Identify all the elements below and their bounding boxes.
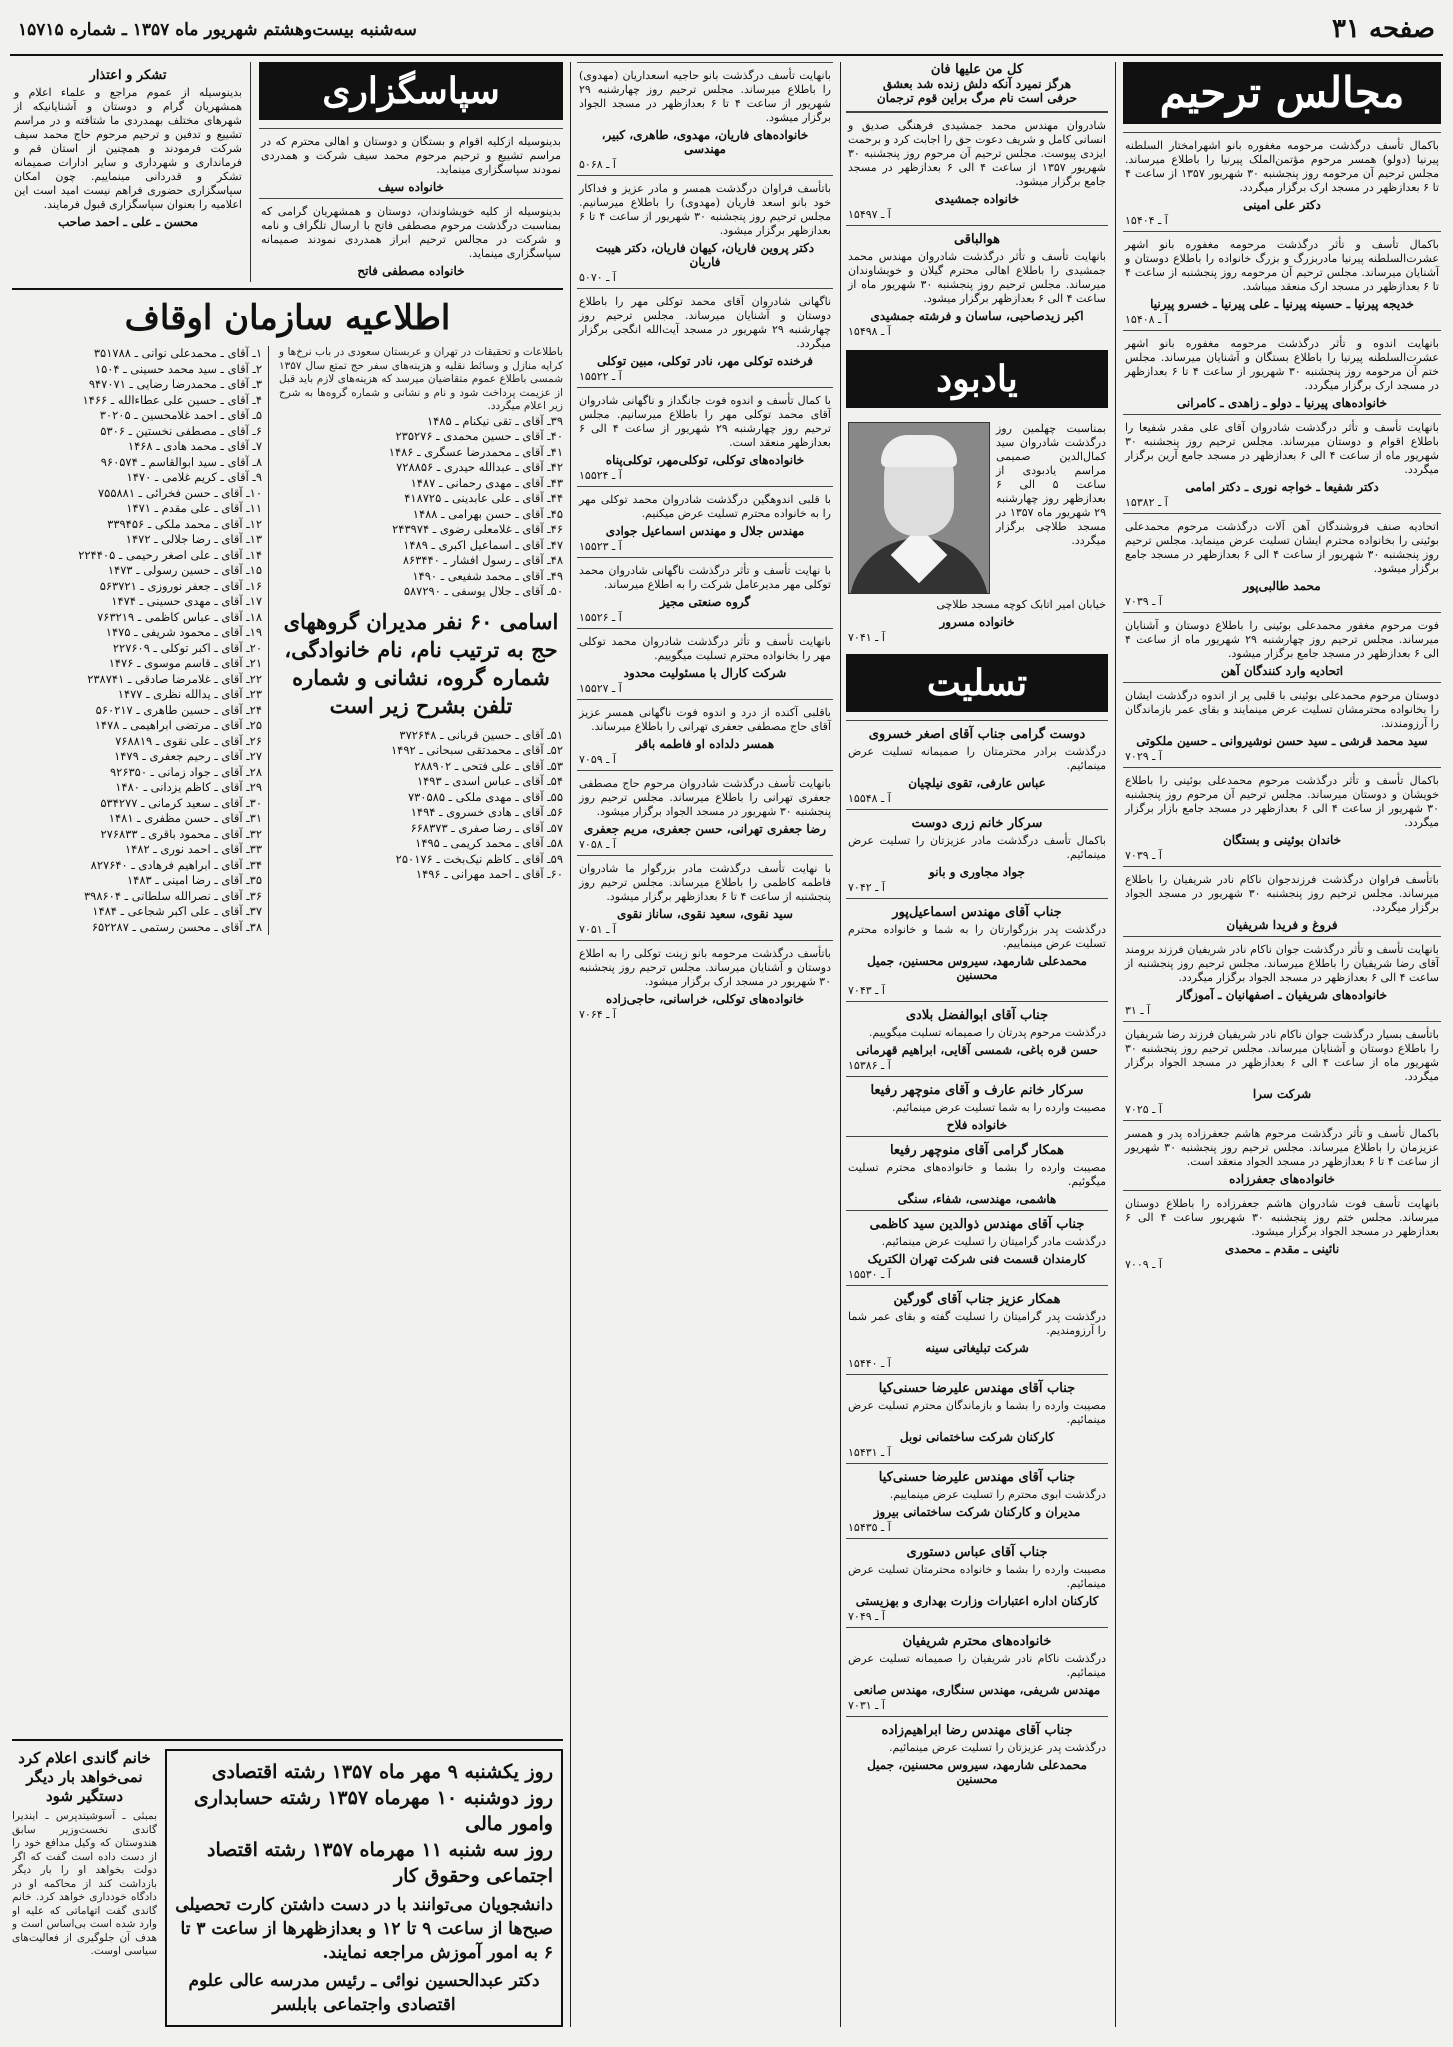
notice-signature: شرکت سرا	[1252, 1087, 1312, 1101]
thanks-title: تشکر و اعتذار	[89, 68, 167, 83]
exam-line: روز سه شنبه ۱۱ مهرماه ۱۳۵۷ رشته اقتصاد	[207, 1839, 553, 1861]
memorial-notice	[1123, 866, 1441, 936]
ad-code: آ ـ ۷۰۴۹	[848, 1610, 885, 1623]
ad-code: آ ـ ۷۰۲۹	[1125, 750, 1162, 763]
obituary-notice	[577, 288, 833, 387]
notice-title: جناب آقای مهندس ذوالدین سید کاظمی	[869, 1217, 1085, 1232]
hajj-group-entry: ۴ـ آقای ـ حسین علی عطاءالله ـ ۱۴۶۶	[82, 392, 262, 407]
notice-signature: شرکت کارال با مسئولیت محدود	[623, 666, 787, 680]
thanks-body: بدینوسیله از عموم مراجع و علماء اعلام و همشهریان گرام و دوستان و آشنایانیکه از شهرهای مختلف بهمدردی ما شتافته و در مراسم تشییع و تدفین و ترحیم مرحوم حاج محمد سیف شرکت فرمودند و همچنین از استان قم و فرمانداری و شهرداری و سایر ادارات صمیمانه تشکر و قدردانی مینماییم. چون امکان سپاسگزاری حضوری فراهم نیست امید است این اعلامیه را بعنوان سپاسگزاری قبول فرمایند.	[14, 86, 242, 211]
hajj-group-entry: ۲۳ـ آقای ـ یدالله نظری ـ ۱۴۷۷	[117, 687, 262, 701]
hajj-group-entry: ۵۹ـ آقای ـ کاظم نیک‌بخت ـ ۲۵۰۱۷۶	[395, 851, 563, 866]
notice-body: باقلبی آکنده از درد و اندوه فوت ناگهانی همسر عزیز آقای حاج مصطفی جعفری تهرانی را باطلاع میرساند.	[579, 706, 831, 733]
hajj-group-entry: ۳۹ـ آقای ـ تقی نیکنام ـ ۱۴۸۵	[426, 413, 563, 428]
poem-title: کل من علیها فان	[930, 62, 1024, 77]
notice-body: مصیبت وارده را بشما و بازماندگان محترم تسلیت عرض مینمائیم.	[848, 1399, 1106, 1426]
hajj-group-entry: ۱۳ـ آقای ـ رضا جلالی ـ ۱۴۷۲	[125, 532, 262, 546]
notice-body: باکمال تأسف و تأثر درگذشت مرحومه مغفوره بانو اشهر عشرت‌السلطنه پیرنیا مادربزرگ و بزرگ خانواده را باطلاع دوستان و آشنایان میرساند. مجلس ترحیم آن مرحومه روز پنجشنبه از ساعت ۴ تا ۶ بعدازظهر در مسجد ارک منعقد میباشد.	[1125, 238, 1439, 293]
hajj-group-entry: ۵۶ـ آقای ـ هادی خسروی ـ ۱۴۹۴	[410, 805, 563, 819]
condolence-notice	[846, 720, 1108, 809]
condolence-notice	[846, 1463, 1108, 1538]
ad-code: آ ـ ۷۰۳۹	[1125, 595, 1162, 608]
hajj-group-entry: ۵۲ـ آقای ـ محمدتقی سبحانی ـ ۱۴۹۲	[390, 743, 563, 757]
gratitude-banner: سپاسگزاری	[259, 62, 563, 120]
obituary-notice	[577, 699, 833, 770]
hajj-group-entry: ۱۸ـ آقای ـ عباس کاظمی ـ ۷۶۳۲۱۹	[97, 609, 262, 624]
memorial-notice	[1123, 1120, 1441, 1190]
obituary-notice	[577, 175, 833, 288]
notice-title: سرکار خانم عارف و آقای منوچهر رفیعا	[870, 1083, 1084, 1098]
ad-code: آ ـ ۱۵۵۴۸	[848, 792, 891, 805]
notice-body: درگذشت پدر گرامیتان را تسلیت گفته و بقای عمر شما را آرزومندیم.	[848, 1310, 1106, 1337]
thanks-notice	[12, 62, 244, 233]
hajj-group-entry: ۵۵ـ آقای ـ مهدی ملکی ـ ۷۳۰۵۸۵	[407, 789, 563, 804]
hajj-group-entry: ۱ـ آقای ـ محمدعلی نوانی ـ ۳۵۱۷۸۸	[93, 346, 262, 360]
notice-signature: کارکنان شرکت ساختمانی نوبل	[899, 1430, 1055, 1444]
notice-signature: خانواده‌های توکلی، توکلی‌مهر، توکلی‌پناه	[605, 453, 805, 467]
notice-title: هوالباقی	[953, 232, 1001, 247]
hajj-group-entry: ۱۵ـ آقای ـ حسین رسولی ـ ۱۴۷۳	[107, 563, 262, 577]
exam-line: اجتماعی وحقوق کار	[393, 1865, 553, 1887]
hajj-group-entry: ۳۶ـ آقای ـ نصرالله سلطانی ـ ۳۹۸۶۰۴	[83, 888, 262, 903]
hajj-group-entry: ۴۴ـ آقای ـ علی عابدینی ـ ۴۱۸۷۲۵	[404, 491, 563, 505]
thanks-signature: محسن ـ علی ـ احمد صاحب	[57, 215, 199, 229]
ad-code: آ ـ ۱۵۴۳۵	[848, 1521, 891, 1534]
hajj-group-entry: ۲ـ آقای ـ سید محمد حسینی ـ ۱۵۰۴	[94, 361, 262, 376]
awqaf-side-column	[12, 346, 269, 935]
ad-code: آ ـ ۱۵۵۳۰	[848, 1268, 891, 1281]
news-headline: خانم گاندی اعلام کرد نمی‌خواهد بار دیگر دستگیر شود	[18, 1749, 151, 1805]
ad-code: آ ـ ۱۵۴۰۴	[1125, 214, 1168, 227]
notice-body: با کمال تأسف و اندوه فوت جانگداز و ناگهانی شادروان آقای محمد توکلی مهر را باطلاع میرسانیم. مجلس ترحیم روز چهارشنبه ۲۹ شهریور از ساعت ۴ الی ۶ بعدازظهر منعقد است.	[579, 394, 831, 449]
column-memorials	[1123, 62, 1441, 2027]
condolence-notice	[846, 1374, 1108, 1463]
notice-signature: خانواده سیف	[378, 180, 444, 194]
notice-signature: رضا جعفری تهرانی، حسن جعفری، مریم جعفری	[583, 822, 827, 836]
obituary-notice	[577, 628, 833, 699]
memorial-notice	[1123, 330, 1441, 414]
notice-signature: خانواده‌های جعفرزاده	[1229, 1172, 1335, 1186]
condolence-banner: تسلیت	[846, 654, 1108, 712]
notice-signature: جواد مجاوری و بانو	[929, 865, 1025, 879]
notice-signature: همسر دلداده او فاطمه باقر	[635, 737, 775, 751]
condolence-notice	[846, 1210, 1108, 1285]
ad-code: آ ـ ۱۵۵۲۳	[579, 540, 622, 553]
condolence-notice	[846, 809, 1108, 898]
hajj-group-entry: ۶ـ آقای ـ مصطفی نخستین ـ ۵۳۰۶	[100, 423, 262, 438]
exam-line: روز یکشنبه ۹ مهر ماه ۱۳۵۷ رشته اقتصادی	[211, 1761, 553, 1783]
exam-line: روز دوشنبه ۱۰ مهرماه ۱۳۵۷ رشته حسابداری	[193, 1787, 553, 1809]
obituary-notice	[577, 486, 833, 557]
notice-signature: نائینی ـ مقدم ـ محمدی	[1224, 1242, 1340, 1256]
notice-signature: هاشمی، مهندسی، شفاء، سنگی	[897, 1192, 1057, 1206]
notice-body: اتحادیه صنف فروشندگان آهن آلات درگذشت مرحوم محمدعلی بوئینی را بخانواده محترم ایشان تسلیت عرض مینماید. مجلس ترحیم روز پنجشنبه ۳۰ شهریور از ساعت ۴ الی ۶ بعدازظهر در مسجد جامع برگزار میشود.	[1125, 520, 1439, 575]
notice-signature: فروغ و فریدا شریفیان	[1226, 918, 1338, 932]
condolence-notice	[846, 1538, 1108, 1627]
hajj-group-entry: ۵۷ـ آقای ـ رضا صفری ـ ۶۶۸۳۷۳	[410, 820, 563, 835]
awqaf-intro: باطلاعات و تحقیقات در تهران و عربستان سعودی در باب نرخ‌ها و کرایه منازل و وسائط نقلیه و هزینه‌های سفر حج تمتع سال ۱۳۵۷ شمسی باطلاع عموم متقاضیان میرسد که هزینه‌های لازم باید قبل از عزیمت پرداخت شود و نام و نشانی و شماره گروه‌ها به شرح زیر اعلام میگردد.	[279, 346, 563, 412]
remembrance-body: بمناسبت چهلمین روز درگذشت شادروان سید کمال‌الدین صمیمی مراسم یادبودی از ساعت ۵ الی ۶ بعدازظهر روز چهارشنبه ۲۹ شهریور ماه ۱۳۵۷ در مسجد طلاچی برگزار میگردد.	[996, 422, 1106, 547]
remembrance-notice	[846, 416, 1108, 648]
ad-code: آ ـ ۵۰۶۸	[579, 158, 616, 171]
obituary-notice	[577, 770, 833, 855]
condolence-notice	[846, 1716, 1108, 1790]
notice-signature: مهندس جلال و مهندس اسماعیل جوادی	[605, 524, 805, 538]
notice-signature: محمد طالبی‌پور	[1243, 579, 1321, 593]
column-notices	[577, 62, 833, 2027]
memorial-services-banner: مجالس ترحیم	[1123, 62, 1441, 124]
hajj-group-entry: ۳۳ـ آقای ـ احمد نوری ـ ۱۴۸۲	[124, 842, 262, 856]
hajj-group-entry: ۸ـ آقای ـ سید ابوالقاسم ـ ۹۶۰۵۷۴	[100, 454, 262, 469]
memorial-notice	[1123, 513, 1441, 612]
obituary-notice	[577, 557, 833, 628]
memorial-notice	[1123, 231, 1441, 330]
hajj-group-entry: ۴۶ـ آقای ـ غلامعلی رضوی ـ ۲۴۳۹۷۴	[392, 522, 563, 536]
notice-body: باکمال تأسف و تأثر درگذشت مرحوم هاشم جعفرزاده پدر و همسر عزیزمان را باطلاع میرساند. مجلس ترحیم روز پنجشنبه ۳۰ شهریور از ساعت ۴ تا ۶ بعدازظهر در مسجد الجواد منعقد است.	[1125, 1127, 1439, 1168]
ad-code: آ ـ ۱۵۵۲۷	[579, 682, 622, 695]
hajj-group-entry: ۲۸ـ آقای ـ جواد زمانی ـ ۹۲۶۳۵۰	[109, 764, 262, 779]
notice-title: جناب آقای مهندس علیرضا حسنی‌کیا	[878, 1381, 1076, 1396]
notice-body: بانهایت تأسف و تأثر درگذشت شادروان آقای علی مقدر شفیعا را باطلاع اقوام و دوستان میرساند. مجلس ترحیم روز پنجشنبه ۳۰ شهریور ماه از ساعت ۴ الی ۶ بعدازظهر در مسجد جامع آرین برگزار میگردد.	[1125, 421, 1439, 476]
notice-signature: کارکنان اداره اعتبارات وزارت بهداری و بهزیستی	[855, 1594, 1099, 1608]
hajj-group-entry: ۵ـ آقای ـ احمد غلامحسین ـ ۳۰۲۰۵	[99, 408, 262, 422]
notice-body: باتأسف فراوان درگذشت فرزندجوان ناکام نادر شریفیان را باطلاع میرساند. مجلس ترحیم روز پنجشنبه ۳۰ شهریور در مسجد الجواد برگزار میگردد.	[1125, 873, 1439, 914]
notice-body: بانهایت تأسف درگذشت بانو حاجیه اسعداریان (مهدوی) را باطلاع میرساند. مجلس ترحیم روز چهارشنبه ۲۹ شهریور از ساعت ۴ تا ۶ بعدازظهر در مسجد الجواد برگزار میشود.	[579, 69, 832, 124]
hajj-group-entry: ۵۸ـ آقای ـ محمد کریمی ـ ۱۴۹۵	[415, 836, 563, 850]
hajj-group-entry: ۱۲ـ آقای ـ محمد ملکی ـ ۳۳۹۴۵۶	[107, 516, 262, 531]
ad-code: آ ـ ۱۵۳۸۶	[848, 1059, 891, 1072]
notice-signature: فرخنده توکلی مهر، نادر توکلی، مبین توکلی	[597, 354, 813, 368]
bottom-section	[12, 1739, 563, 2027]
exam-note: دانشجویان می‌توانند با در دست داشتن کارت تحصیلی صبح‌ها از ساعت ۹ تا ۱۲ و بعدازظهرها از ساعت ۳ تا ۶ به امور آموزش مراجعه نمایند.	[175, 1895, 553, 1963]
hajj-group-entry: ۳۸ـ آقای ـ محسن رستمی ـ ۶۵۲۲۸۷	[91, 919, 262, 934]
hajj-group-entry: ۵۰ـ آقای ـ جلال یوسفی ـ ۵۸۷۲۹۰	[403, 584, 563, 598]
notice-body: بانهایت تأسف و تأثر درگذشت جوان ناکام نادر شریفیان فرزند برومند آقای رضا شریفیان را باطلاع میرساند. مجلس ترحیم روز پنجشنبه از ساعت ۴ الی ۶ بعدازظهر در مسجد الجواد برگزار میگردد.	[1125, 943, 1439, 984]
ad-code: آ ـ ۱۵۵۲۲	[579, 370, 622, 383]
awqaf-section	[12, 288, 563, 935]
ad-code: آ ـ ۷۰۴۳	[848, 984, 885, 997]
ad-code: آ ـ ۷۰۵۱	[579, 923, 616, 936]
notice-body: با نهایت تأسف درگذشت مادر بزرگوار ما شادروان فاطمه کاظمی را باطلاع میرساند. مجلس ترحیم روز پنجشنبه از ساعت ۴ تا ۶ بعدازظهر برگزار میشود.	[579, 862, 831, 903]
notice-signature: خاندان بوئینی و بستگان	[1222, 833, 1342, 847]
hajj-group-entry: ۴۵ـ آقای ـ حسن بهرامی ـ ۱۴۸۸	[412, 506, 563, 521]
notice-body: درگذشت برادر محترمتان را صمیمانه تسلیت عرض مینمائیم.	[848, 745, 1106, 772]
notice-body: بانهایت تأسف فوت شادروان هاشم جعفرزاده را باطلاع دوستان میرساند. مجلس ختم روز پنجشنبه ۳۰ شهریور ساعت ۴ الی ۶ بعدازظهر در مسجد الجواد برگزار میشود.	[1125, 1197, 1439, 1238]
ad-code: آ ـ ۷۰۵۸	[579, 838, 616, 851]
notice-signature: خانواده‌های فاریان، مهدوی، طاهری، کبیر، مهندسی	[601, 128, 809, 156]
thanks-section	[12, 62, 251, 282]
memorial-notice	[1123, 767, 1441, 866]
notice-body: باتأسف درگذشت مرحومه بانو زینت توکلی را به اطلاع دوستان و آشنایان میرساند. مجلس ترحیم روز پنجشنبه ۳۰ شهریور در مسجد ارک برگزار میشود.	[579, 947, 831, 988]
condolence-notice	[846, 1076, 1108, 1136]
ad-code: آ ـ ۳۱	[1125, 1004, 1151, 1017]
hajj-group-entry: ۴۸ـ آقای ـ رسول افشار ـ ۸۶۳۴۴۰	[402, 553, 563, 567]
notice-title: جناب آقای ابوالفضل بلادی	[905, 1008, 1049, 1023]
awqaf-headline: اطلاعیه سازمان اوقاف	[124, 298, 451, 338]
notice-signature: محمدعلی شارمهد، سیروس محسنین، جمیل محسنین	[867, 954, 1087, 982]
hajj-group-entry: ۳۲ـ آقای ـ محمود باقری ـ ۲۷۶۸۳۳	[100, 826, 262, 841]
notice-signature: سید نقوی، سعید نقوی، ساناز نقوی	[617, 907, 793, 921]
page-header	[10, 8, 1443, 56]
obituary-notice	[577, 940, 833, 1025]
notice-signature: سید محمد قرشی ـ سید حسن نوشیروانی ـ حسین ملکوتی	[1136, 734, 1428, 748]
hajj-group-entry: ۳۵ـ آقای ـ رضا امینی ـ ۱۴۸۳	[126, 873, 262, 887]
notice-body: فوت مرحوم مغفور محمدعلی بوئینی را باطلاع دوستان و آشنایان میرساند. مجلس ترحیم روز چهارشنبه ۲۹ شهریور ماه از ساعت ۴ الی ۶ بعدازظهر در مسجد جامع برگزار میشود.	[1125, 619, 1439, 660]
remembrance-address: خیابان امیر اتابک کوچه مسجد طلاچی	[936, 598, 1106, 611]
obituary-notice	[846, 225, 1108, 342]
hajj-group-entry: ۵۱ـ آقای ـ حسین قربانی ـ ۳۷۲۶۴۸	[399, 727, 563, 742]
notice-title: جناب آقای مهندس رضا ابراهیم‌زاده	[881, 1723, 1073, 1738]
memorial-notice	[1123, 936, 1441, 1021]
notice-body: باتأسف بسیار درگذشت جوان ناکام نادر شریفیان فرزند رضا شریفیان را باطلاع دوستان و آشنایان میرساند. مجلس ترحیم روز پنجشنبه ۳۰ شهریور ماه از ساعت ۴ الی ۶ بعدازظهر در مسجد الجواد برگزار میگردد.	[1125, 1028, 1439, 1083]
notice-title: همکار عزیز جناب آقای گورگین	[893, 1292, 1061, 1307]
column-obituaries	[846, 62, 1108, 2027]
notice-signature: مدیران و کارکنان شرکت ساختمانی بیروز	[873, 1505, 1081, 1519]
notice-body: دوستان مرحوم محمدعلی بوئینی با قلبی پر از اندوه درگذشت ایشان را بخانواده محترمشان تسلیت عرض مینمایند و بقای عمر بازماندگان را آرزومندند.	[1125, 689, 1439, 730]
notice-body: درگذشت مرحوم پدرتان را صمیمانه تسلیت میگوییم.	[869, 1026, 1106, 1039]
condolence-notice	[846, 1001, 1108, 1076]
ad-code: آ ـ ۵۰۷۰	[579, 271, 616, 284]
notice-body: با نهایت تأسف و تأثر درگذشت ناگهانی شادروان محمد توکلی مهر مدیرعامل شرکت را به اطلاع میرساند.	[579, 564, 831, 591]
notice-signature: اکبر زیدصاحبی، ساسان و فرشته جمشیدی	[870, 309, 1084, 323]
hajj-group-entry: ۲۷ـ آقای ـ رحیم جعفری ـ ۱۴۷۹	[114, 749, 262, 763]
notice-signature: حسن قره باغی، شمسی آقایی، ابراهیم قهرمانی	[856, 1043, 1098, 1057]
notice-signature: کارمندان قسمت فنی شرکت تهران الکتریک	[867, 1252, 1087, 1266]
notice-signature: دکتر شفیعا ـ خواجه نوری ـ دکتر امامی	[1185, 480, 1379, 494]
notice-body: درگذشت مادر گرامیتان را تسلیت عرض مینمائیم.	[881, 1235, 1106, 1248]
hajj-group-entry: ۱۱ـ آقای ـ علی مقدم ـ ۱۴۷۱	[126, 501, 262, 515]
notice-title: خانواده‌های محترم شریفیان	[902, 1634, 1052, 1649]
ad-code: آ ـ ۱۵۵۲۴	[579, 469, 622, 482]
hajj-group-entry: ۲۲ـ آقای ـ غلامرضا صادقی ـ ۲۳۸۷۴۱	[87, 671, 262, 686]
hajj-group-entry: ۱۶ـ آقای ـ جعفر نوروزی ـ ۵۶۳۷۲۱	[99, 578, 262, 593]
notice-body: درگذشت پدر بزرگوارتان را به شما و خانواده محترم تسلیت عرض مینماییم.	[848, 923, 1106, 950]
obituary-notice	[577, 855, 833, 940]
gratitude-section	[259, 62, 563, 282]
hajj-group-entry: ۷ـ آقای ـ محمد هادی ـ ۱۴۶۸	[127, 439, 262, 453]
obituary-notice	[577, 387, 833, 486]
notice-body: بدینوسیله از کلیه خویشاوندان، دوستان و همشهریان گرامی که بمناسبت درگذشت مرحوم مصطفی فاتح با ارسال تلگراف و نامه و شرکت در مجالس ترحیم ابراز همدردی نمودند صمیمانه سپاسگزاری مینماید.	[261, 205, 561, 260]
hajj-group-entry: ۴۱ـ آقای ـ محمدرضا عسگری ـ ۱۴۸۶	[388, 444, 563, 459]
notice-signature: خانواده مصطفی فاتح	[357, 264, 465, 278]
notice-body: بانهایت تأسف درگذشت شادروان مرحوم حاج مصطفی جعفری تهرانی را باطلاع میرساند. مجلس ترحیم روز پنجشنبه ۳۰ شهریور در مسجد الجواد برگزار میشود.	[579, 777, 831, 818]
condolence-notice	[846, 1136, 1108, 1210]
hajj-group-entry: ۱۰ـ آقای ـ حسن فخرائی ـ ۷۵۵۸۸۱	[97, 485, 262, 500]
hajj-group-entry: ۲۹ـ آقای ـ کاظم یزدانی ـ ۱۴۸۰	[115, 780, 262, 794]
hajj-group-entry: ۳ـ آقای ـ محمدرضا رضایی ـ ۹۴۷۰۷۱	[88, 377, 262, 391]
memorial-notice	[1123, 1021, 1441, 1120]
hajj-group-entry: ۲۵ـ آقای ـ مرتضی ابراهیمی ـ ۱۴۷۸	[94, 718, 262, 732]
poem-line: حرفی است نام مرگ براین قوم ترجمان	[876, 91, 1078, 105]
hajj-group-entry: ۳۱ـ آقای ـ حسن مظفری ـ ۱۴۸۱	[108, 811, 262, 825]
notice-signature: شرکت تبلیغاتی سینه	[925, 1341, 1029, 1355]
obituary-notice	[846, 112, 1108, 225]
memorial-notice	[1123, 612, 1441, 682]
notice-body: بانهایت تأسف و تأثر درگذشت شادروان محمد توکلی مهر را بخانواده محترم تسلیت میگوییم.	[579, 635, 831, 662]
memorial-notice	[1123, 682, 1441, 767]
notice-signature: محمدعلی شارمهد، سیروس محسنین، جمیل محسنین	[867, 1758, 1087, 1786]
hajj-group-entry: ۲۰ـ آقای ـ اکبر توکلی ـ ۲۲۷۶۰۹	[112, 640, 262, 655]
notice-signature: اتحادیه وارد کنندگان آهن	[1220, 664, 1344, 678]
memorial-notice	[1123, 1190, 1441, 1275]
notice-body: درگذشت ابوی محترم را تسلیت عرض مینماییم.	[889, 1488, 1106, 1501]
notice-body: مصیبت وارده را به شما تسلیت عرض مینمائیم.	[892, 1101, 1106, 1114]
notice-body: با قلبی اندوهگین درگذشت شادروان محمد توکلی مهر را به خانواده محترم تسلیت عرض میکنیم.	[579, 493, 831, 520]
ad-code: آ ـ ۱۵۴۹۸	[848, 325, 891, 338]
column-announcements	[12, 62, 563, 2027]
notice-signature: خانواده‌های توکلی، خراسانی، حاجی‌زاده	[605, 992, 805, 1006]
awqaf-main-column	[279, 346, 563, 935]
issue-date: سه‌شنبه بیست‌وهشتم شهریور ماه ۱۳۵۷ ـ شماره ۱۵۷۱۵	[18, 20, 417, 40]
obituary-notice	[577, 62, 833, 175]
notice-body: شادروان مهندس محمد جمشیدی فرهنگی صدیق و انسانی کامل و شریف دعوت حق را اجابت کرد و برحمت ایزدی پیوست. مجلس ترحیم آن مرحوم روز پنجشنبه ۳۰ شهریور ۱۳۵۷ از ساعت ۴ الی ۶ بعدازظهر در مسجد جامع برگزار میشود.	[848, 119, 1106, 188]
hajj-group-entry: ۴۲ـ آقای ـ عبدالله حیدری ـ ۷۲۸۸۵۶	[396, 460, 563, 474]
hajj-group-entry: ۵۴ـ آقای ـ عباس اسدی ـ ۱۴۹۳	[416, 774, 563, 788]
hajj-group-entry: ۴۰ـ آقای ـ حسین محمدی ـ ۲۳۵۲۷۶	[395, 429, 563, 443]
ad-code: آ ـ ۷۰۶۴	[579, 1008, 616, 1021]
hajj-group-entry: ۲۱ـ آقای ـ قاسم موسوی ـ ۱۴۷۶	[108, 656, 262, 670]
ad-code: آ ـ ۷۰۰۹	[1125, 1258, 1162, 1271]
condolence-notice	[846, 898, 1108, 1001]
condolence-notice	[846, 1285, 1108, 1374]
notice-signature: عباس عارفی، تقوی نیلچیان	[908, 776, 1046, 790]
ad-code: آ ـ ۱۵۴۹۷	[848, 208, 891, 221]
notice-body: مصیبت وارده را بشما و خانواده محترمتان تسلیت عرض مینمائیم.	[848, 1563, 1106, 1590]
notice-body: درگذشت پدر عزیزتان را تسلیت عرض مینمائیم.	[889, 1741, 1106, 1754]
notice-body: باکمال تأسف درگذشت مرحومه مغفوره بانو اشهرامختار السلطنه پیرنیا (دولو) همسر مرحوم مؤتمن‌الملک پیرنیا را باطلاع میرساند. مجلس ترحیم آن مرحومه روز پنجشنبه ۳۰ شهریور ۱۳۵۷ از ساعت ۴ تا ۶ بعدازظهر در مسجد ارک برگزار میگردد.	[1125, 139, 1439, 194]
notice-signature: دکتر علی امینی	[1243, 198, 1321, 212]
ad-code: آ ـ ۱۵۳۸۲	[1125, 496, 1168, 509]
notice-body: باتأسف فراوان درگذشت همسر و مادر عزیز و فداکار خود بانو اسعد فاریان (مهدوی) را باطلاع میرسانیم. مجلس ترحیم روز پنجشنبه ۳۰ شهریور از ساعت ۴ تا ۶ بعدازظهر برگزار میشود.	[579, 182, 831, 237]
notice-signature: خانواده‌های پیرنیا ـ دولو ـ زاهدی ـ کامرانی	[1176, 396, 1388, 410]
hajj-group-entry: ۱۷ـ آقای ـ مهدی حسینی ـ ۱۴۷۴	[111, 594, 262, 608]
notice-body: باکمال تأسف و تأثر درگذشت مرحوم محمدعلی بوئینی را باطلاع خویشان و دوستان میرساند. مجلس ترحیم آن مرحوم روز پنجشنبه ۳۰ شهریور از ساعت ۴ الی ۶ بعدازظهر در مسجد جامع بازار برگزار میگردد.	[1125, 774, 1439, 829]
remembrance-banner: یادبود	[846, 350, 1108, 408]
hajj-group-entry: ۴۳ـ آقای ـ مهدی رحمانی ـ ۱۴۸۷	[410, 475, 563, 490]
notice-title: جناب آقای عباس دستوری	[906, 1545, 1048, 1560]
ad-code: آ ـ ۷۰۳۱	[848, 1699, 885, 1712]
notice-body: بدینوسیله ازکلیه اقوام و بستگان و دوستان و اهالی محترم که در مراسم تشییع و ترحیم مرحوم محمد سیف شرکت و همدردی نمودند سپاسگزاری مینماید.	[261, 135, 561, 176]
notice-signature: خانواده جمشیدی	[934, 192, 1020, 206]
ad-code: آ ـ ۷۰۳۹	[1125, 849, 1162, 862]
hajj-group-entry: ۶۰ـ آقای ـ احمد مهرانی ـ ۱۴۹۶	[415, 867, 563, 881]
notice-title: دوست گرامی جناب آقای اصغر خسروی	[868, 727, 1086, 742]
hajj-group-entry: ۵۳ـ آقای ـ علی فتحی ـ ۲۸۸۹۰۲	[414, 758, 563, 773]
gratitude-notice	[259, 198, 563, 282]
poem-line: هرگز نمیرد آنکه دلش زنده شد بعشق	[882, 77, 1072, 91]
ad-code: آ ـ ۱۵۴۴۰	[848, 1357, 891, 1370]
notice-body: درگذشت ناکام نادر شریفیان را صمیمانه تسلیت عرض مینمائیم.	[848, 1652, 1106, 1679]
exam-schedule-box	[165, 1749, 563, 2027]
notice-body: بانهایت تأسف و تأثر درگذشت شادروان مهندس محمد جمشیدی را باطلاع اهالی محترم گیلان و خویشاوندان میرساند. مجلس ترحیم روز پنجشنبه ۳۰ شهریور ماه از ساعت ۴ الی ۶ بعدازظهر برگزار میشود.	[848, 250, 1106, 305]
notice-body: بانهایت اندوه و تأثر درگذشت مرحومه مغفوره بانو اشهر عشرت‌السلطنه پیرنیا را باطلاع بستگان و آشنایان میرساند. مجلس ختم آن مرحومه روز پنجشنبه ۳۰ شهریور از ساعت ۴ تا ۶ بعدازظهر در مسجد ارک برگزار میگردد.	[1125, 337, 1440, 392]
exam-line: وامور مالی	[465, 1813, 553, 1835]
hajj-list-heading: اسامی ۶۰ نفر مدیران گروههای حج به ترتیب نام، نام خانوادگی، شماره گروه، نشانی و شماره تلفن بشرح زیر است	[283, 608, 559, 718]
notice-title: جناب آقای مهندس علیرضا حسنی‌کیا	[878, 1470, 1076, 1485]
memorial-notice	[1123, 132, 1441, 231]
news-body: بمبئی ـ آسوشیتدپرس ـ ایندیرا گاندی نخست‌وزیر سابق هندوستان که وکیل مدافع خود را از دست داده است گفت که اگر دولت بخواهد او را بار دیگر بازداشت کند از محاکمه او در دادگاه خودداری خواهد کرد. خانم گاندی گفت اتهاماتی که علیه او وارد شده است بی‌اساس است و هدف آن جلوگیری از فعالیت‌های سیاسی اوست.	[12, 1810, 157, 1957]
notice-body: مصیبت وارده را بشما و خانواده‌های محترم تسلیت میگوئیم.	[848, 1161, 1106, 1188]
hajj-group-entry: ۳۷ـ آقای ـ علی اکبر شجاعی ـ ۱۴۸۴	[92, 904, 262, 918]
notice-title: همکار گرامی آقای منوچهر رفیعا	[889, 1143, 1065, 1158]
exam-signature: دکتر عبدالحسین نوائی ـ رئیس مدرسه عالی علوم اقتصادی واجتماعی بابلسر	[188, 1971, 540, 2015]
memorial-notice	[1123, 414, 1441, 513]
hajj-group-entry: ۲۴ـ آقای ـ حسین طاهری ـ ۵۶۰۲۱۷	[95, 702, 262, 717]
notice-signature: خانواده‌های شریفیان ـ اصفهانیان ـ آموزگار	[1176, 988, 1388, 1002]
notice-title: سرکار خانم زری دوست	[911, 816, 1043, 831]
hajj-group-entry: ۹ـ آقای ـ کریم غلامی ـ ۱۴۷۰	[126, 470, 262, 484]
ad-code: آ ـ ۱۵۴۳۱	[848, 1446, 891, 1459]
ad-code: آ ـ ۷۰۵۹	[579, 753, 616, 766]
hajj-group-entry: ۱۹ـ آقای ـ محمود شریفی ـ ۱۴۷۵	[105, 625, 262, 639]
remembrance-signature: خانواده مسرور	[939, 615, 1015, 629]
ad-code: آ ـ ۱۵۵۲۶	[579, 611, 622, 624]
ad-code: آ ـ ۷۰۴۲	[848, 881, 885, 894]
notice-signature: خدیجه پیرنیا ـ حسینه پیرنیا ـ علی پیرنیا ـ خسرو پیرنیا	[1150, 297, 1414, 311]
notice-body: ناگهانی شادروان آقای محمد توکلی مهر را باطلاع دوستان و آشنایان میرساند. مجلس ترحیم روز چهارشنبه ۲۹ شهریور در مسجد آیت‌الله انگجی برگزار میگردد.	[579, 295, 831, 350]
hajj-group-entry: ۲۶ـ آقای ـ علی نقوی ـ ۷۶۸۸۱۹	[115, 733, 262, 748]
notice-signature: مهندس شریفی، مهندس سنگاری، مهندس صانعی	[853, 1683, 1101, 1697]
notice-signature: گروه صنعتی مجیز	[659, 595, 751, 609]
hajj-group-entry: ۱۴ـ آقای ـ علی اصغر رحیمی ـ ۲۲۴۴۰۵	[78, 547, 262, 562]
notice-signature: خانواده فلاح	[946, 1118, 1008, 1132]
notice-signature: دکتر پروین فاریان، کیهان فاریان، دکتر هیبت فاریان	[595, 241, 815, 269]
hajj-group-entry: ۳۰ـ آقای ـ سعید کرمانی ـ ۵۳۴۲۷۷	[100, 795, 262, 810]
hajj-group-entry: ۴۹ـ آقای ـ محمد شفیعی ـ ۱۴۹۰	[412, 568, 563, 583]
news-article	[12, 1749, 157, 2027]
gratitude-notice	[259, 128, 563, 198]
ad-code: آ ـ ۷۰۲۵	[1125, 1103, 1162, 1116]
condolence-notice	[846, 1627, 1108, 1716]
hajj-group-entry: ۳۴ـ آقای ـ ابراهیم فرهادی ـ ۸۲۷۶۴۰	[90, 857, 262, 872]
notice-body: باکمال تأسف درگذشت مادر عزیزتان را تسلیت عرض مینمائیم.	[848, 834, 1106, 861]
ad-code: آ ـ ۱۵۴۰۸	[1125, 313, 1168, 326]
page-number: صفحه ۳۱	[1332, 14, 1435, 44]
hajj-group-entry: ۴۷ـ آقای ـ اسماعیل اکبری ـ ۱۴۸۹	[403, 537, 563, 552]
portrait-photo	[848, 422, 990, 594]
notice-title: جناب آقای مهندس اسماعیل‌پور	[892, 905, 1062, 920]
ad-code: آ ـ ۷۰۴۱	[848, 631, 885, 644]
